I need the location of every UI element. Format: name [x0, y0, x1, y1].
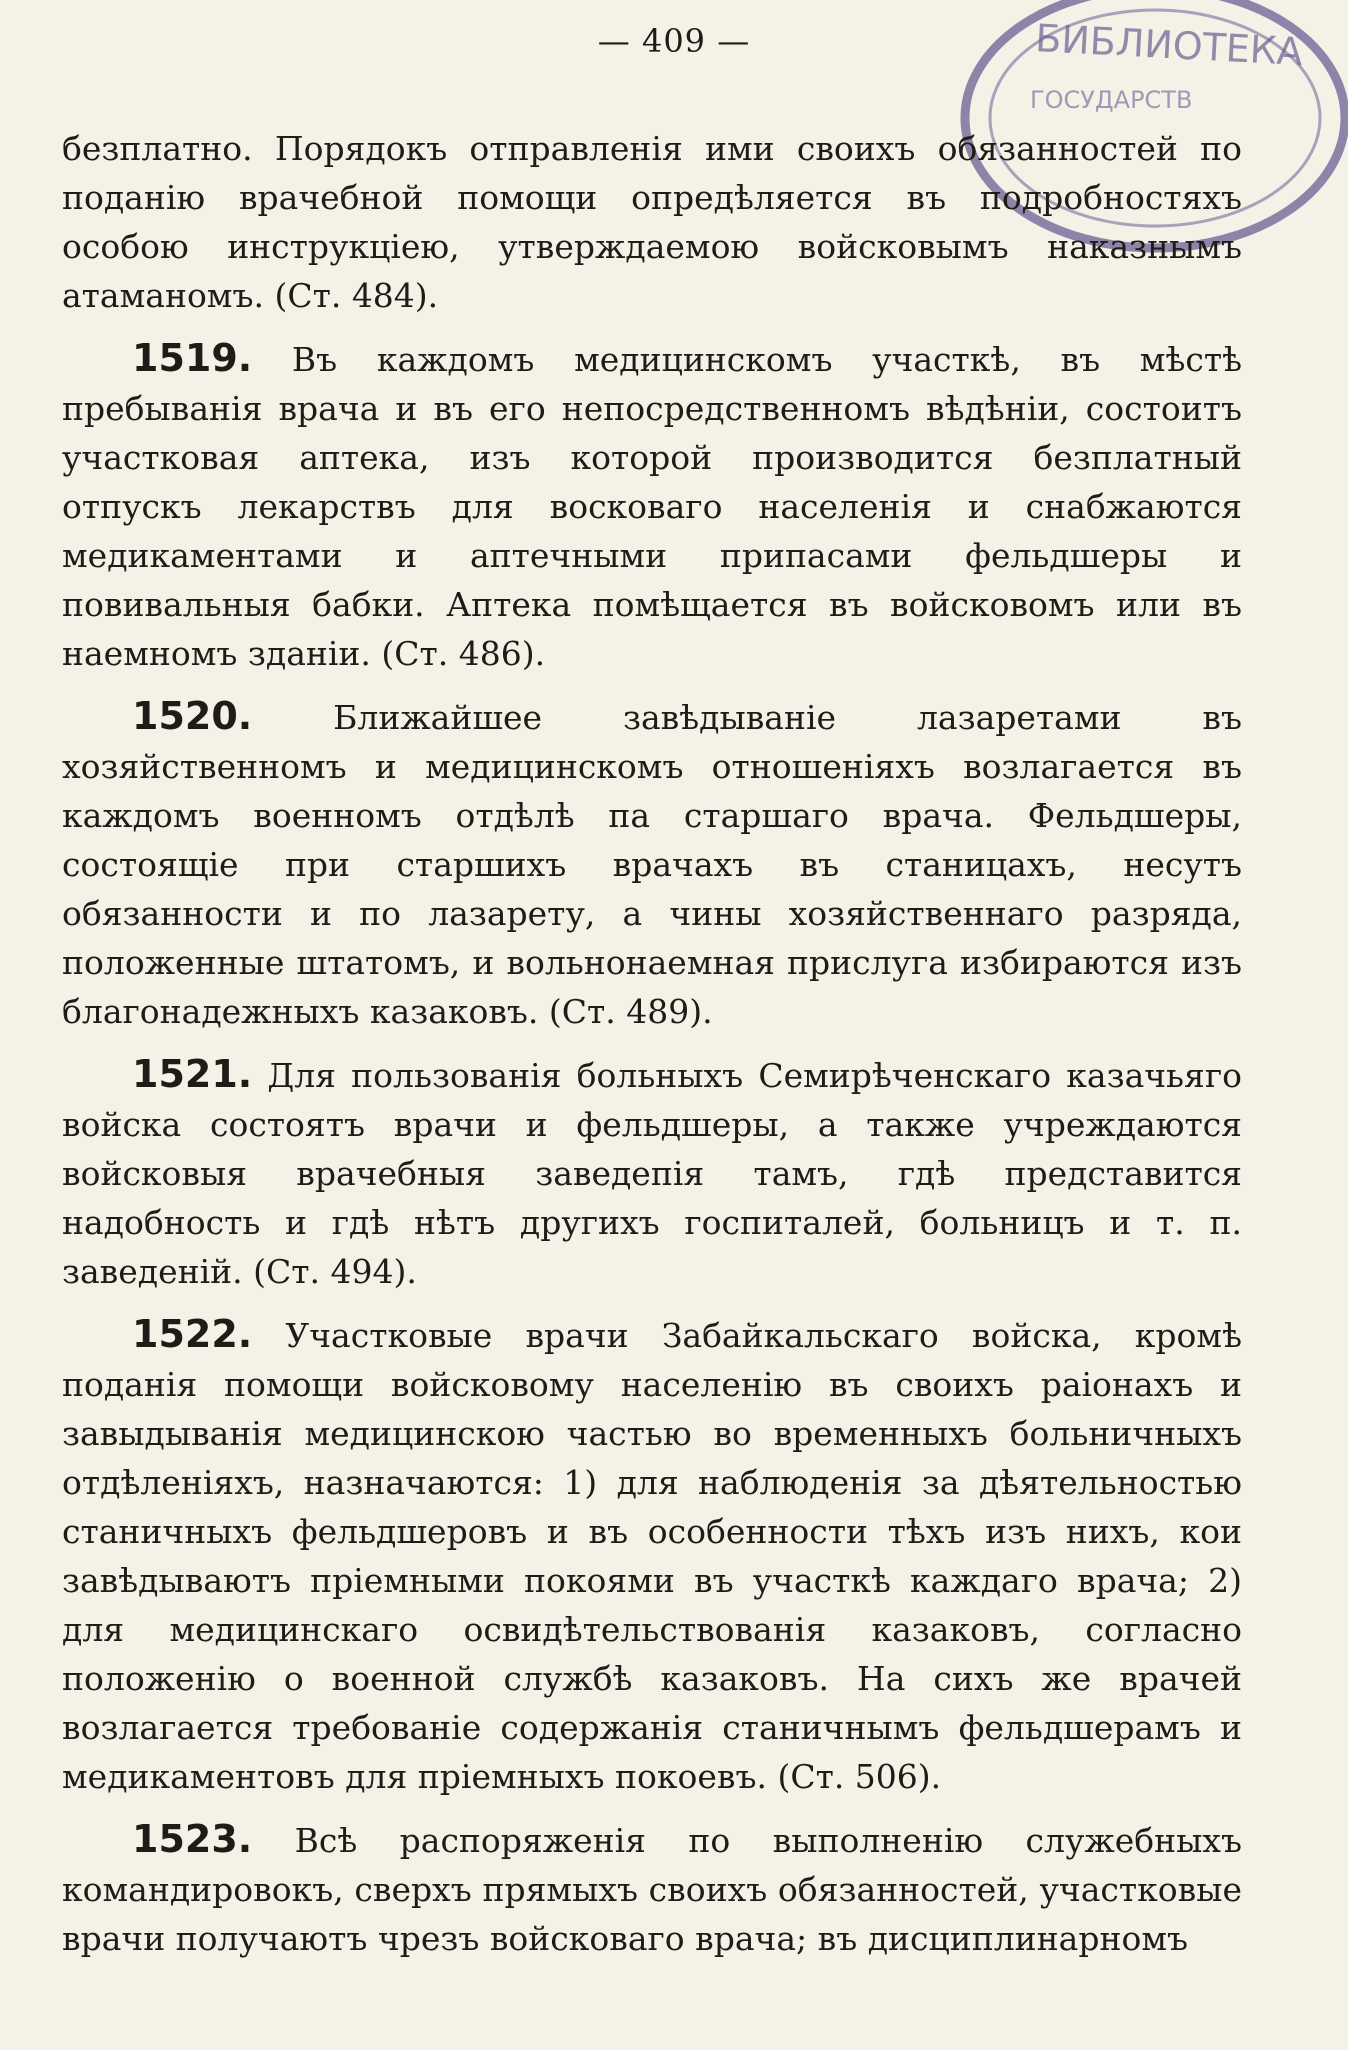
- intro-paragraph: безплатно. Порядокъ отправленія ими своихъ обязанностей по поданію врачебной помощи опредѣляется въ подробностяхъ особою инструкціею, утверждаемою войсковымъ наказнымъ атаманомъ. (Ст. 484).: [62, 129, 1242, 315]
- article-1522: [62, 1310, 1242, 1801]
- article-1519: [62, 334, 1242, 678]
- article-text: Ближайшее завѣдываніе лазаретами въ хозяйственномъ и медицинскомъ отношеніяхъ возлагается въ каждомъ военномъ отдѣлѣ па старшаго врача. Фельдшеры, состоящіе при старшихъ врачахъ въ станицахъ, несутъ обязанности и по лазарету, а чины хозяйственнаго разряда, положенные штатомъ, и вольнонаемная прислуга избираются изъ благонадежныхъ казаковъ. (Ст. 489).: [62, 698, 1242, 1031]
- article-number: 1519.: [132, 336, 253, 380]
- article-text: Участковые врачи Забайкальскаго войска, кромѣ поданія помощи войсковому населенію въ своихъ раіонахъ и завыдыванія медицинскою частью во временныхъ больничныхъ отдѣленіяхъ, назначаются: 1) для наблюденія за дѣятельностью станичныхъ фельдшеровъ и въ особенности тѣхъ изъ нихъ, кои завѣдываютъ пріемными покоями въ участкѣ каждаго врача; 2) для медицинскаго освидѣтельствованія казаковъ, согласно положенію о военной службѣ казаковъ. На сихъ же врачей возлагается требованіе содержанія станичнымъ фельдшерамъ и медикаментовъ для пріемныхъ покоевъ. (Ст. 506).: [62, 1316, 1242, 1796]
- stamp-line2: ГОСУДАРСТВ: [1030, 86, 1193, 114]
- article-text: Для пользованія больныхъ Семирѣченскаго казачьяго войска состоятъ врачи и фельдшеры, а также учреждаются войсковыя врачебныя заведепія тамъ, гдѣ представится надобность и гдѣ нѣтъ другихъ госпиталей, больницъ и т. п. заведеній. (Ст. 494).: [62, 1056, 1242, 1291]
- article-number: 1521.: [132, 1052, 253, 1096]
- article-number: 1522.: [132, 1312, 253, 1356]
- article-1523: [62, 1815, 1242, 1963]
- article-number: 1520.: [132, 694, 253, 738]
- stamp-line1: БИБЛИОТЕКА: [1034, 16, 1304, 75]
- article-1520: [62, 692, 1242, 1036]
- article-number: 1523.: [132, 1817, 253, 1861]
- page-number: — 409 —: [597, 22, 751, 60]
- article-1521: [62, 1050, 1242, 1296]
- article-text: Всѣ распоряженія по выполненію служебныхъ командировокъ, сверхъ прямыхъ своихъ обязанностей, участковые врачи получаютъ чрезъ войсковаго врача; въ дисциплинарномъ: [62, 1821, 1242, 1958]
- body-text: [62, 124, 1242, 1963]
- article-text: Въ каждомъ медицинскомъ участкѣ, въ мѣстѣ пребыванія врача и въ его непосредственномъ вѣдѣніи, состоитъ участковая аптека, изъ которой производится безплатный отпускъ лекарствъ для восковаго населенія и снабжаются медикаментами и аптечными припасами фельдшеры и повивальныя бабки. Аптека помѣщается въ войсковомъ или въ наемномъ зданіи. (Ст. 486).: [62, 340, 1242, 673]
